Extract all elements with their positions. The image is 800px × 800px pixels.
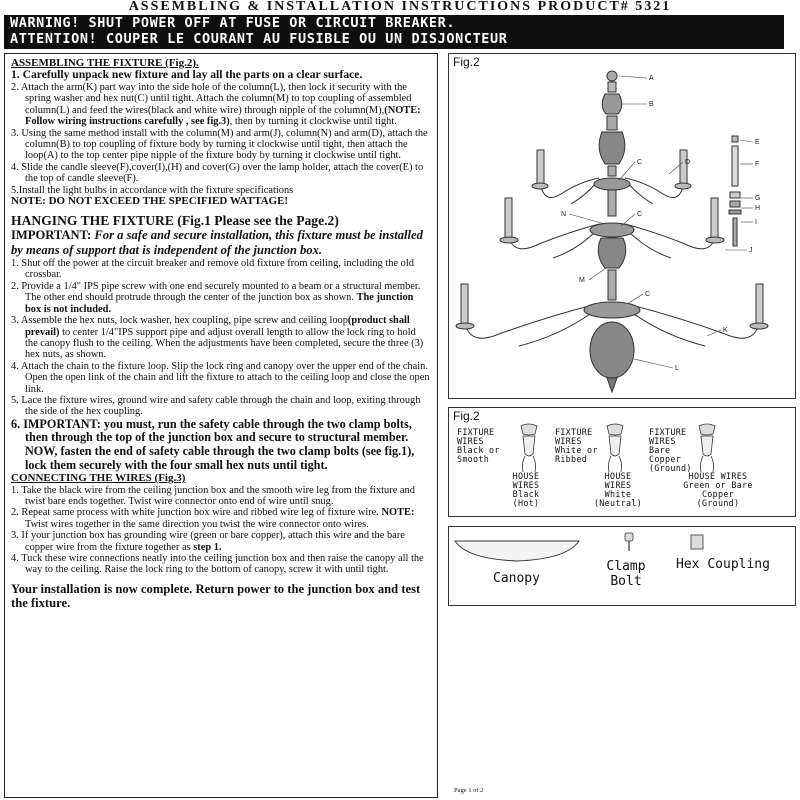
wire-diagram-label: Fig.2 — [453, 409, 480, 423]
part-label-j: J — [749, 247, 753, 254]
hanging-step-2-text: 2. Provide a 1/4" IPS pipe screw with one end securely mounted to a beam or a structural member. The other end should protrude through the center of the junction box as shown. — [11, 280, 421, 304]
assembling-step-1: 1. Carefully unpack new fixture and lay all the parts on a clear surface. — [11, 68, 363, 82]
fixture-wires-white: FIXTURE WIRES White or Ribbed — [555, 427, 598, 464]
warning-english: WARNING! SHUT POWER OFF AT FUSE OR CIRCUIT BREAKER. — [10, 15, 456, 31]
wires-step-2 — [11, 507, 431, 530]
clamp-bolt-label: Clamp Bolt — [606, 559, 646, 589]
wire-connection-diagram — [448, 407, 796, 517]
wires-step-3-text: 3. If your junction box has grounding wire (green or bare copper), attach this wire and the bare copper wire from the fixture together as — [11, 530, 405, 553]
parts-diagram — [448, 526, 796, 606]
instructions-column — [4, 53, 438, 798]
document-title: ASSEMBLING & INSTALLATION INSTRUCTIONS PRODUCT# 5321 — [128, 0, 672, 14]
part-label-c3: C — [645, 291, 651, 298]
hex-coupling-label: Hex Coupling — [676, 557, 770, 572]
hanging-step-2 — [11, 281, 431, 315]
warning-french: ATTENTION! COUPER LE COURANT AU FUSIBLE OU UN DISJONCTEUR — [10, 31, 508, 47]
part-label-h: H — [755, 205, 761, 212]
part-label-a: A — [649, 75, 654, 82]
part-label-c2: C — [637, 211, 643, 218]
page-number: Page 1 of 2 — [454, 787, 484, 794]
warning-banner — [4, 15, 784, 49]
part-label-l: L — [675, 365, 679, 372]
hanging-important — [11, 228, 431, 258]
part-label-d: D — [685, 159, 691, 166]
important-text: For a safe and secure installation, this fixture must be installed by means of support that is independent of the junction box. — [11, 228, 423, 258]
house-wires-white: HOUSE WIRES White (Neutral) — [593, 471, 643, 508]
part-label-g: G — [755, 195, 761, 202]
part-label-k: K — [723, 327, 728, 334]
part-label-m: M — [579, 277, 585, 284]
house-wires-black: HOUSE WIRES Black (Hot) — [512, 471, 540, 508]
house-wires-ground: HOUSE WIRES Green or Bare Copper (Ground) — [683, 471, 753, 508]
hanging-heading: HANGING THE FIXTURE (Fig.1 Please see the Page.2) — [11, 213, 339, 229]
wires-step-4: 4. Tuck these wire connections neatly into the ceiling junction box and then raise the canopy all the way to the ceiling. Raise the lock ring to the bottom of canopy, screw it with until tight. — [11, 552, 424, 576]
fixture-diagram — [448, 53, 796, 399]
assembling-heading: ASSEMBLING THE FIXTURE (Fig.2). — [11, 57, 199, 69]
hanging-step-5: 5. Lace the fixture wires, ground wire and safety cable through the chain and loop, exiting through the side of the hex coupling. — [11, 394, 421, 418]
hanging-step-3 — [11, 315, 431, 361]
hanging-step-6: 6. IMPORTANT: you must, run the safety cable through the two clamp bolts, then through the top of the junction box and secure to structural member. NOW, fasten the end of safety cable through the two clamp bolts (see fig.1), lock them securely with the four small hex nuts until tight. — [11, 416, 415, 472]
wires-step-1: 1. Take the black wire from the ceiling junction box and the smooth wire leg from the fixture and twist bare ends together. Twist wire connector onto end of wire until snug. — [11, 484, 415, 507]
fixture-wires-copper: FIXTURE WIRES Bare Copper (Ground) — [649, 427, 692, 473]
wattage-note: NOTE: DO NOT EXCEED THE SPECIFIED WATTAGE! — [11, 195, 289, 208]
important-label: IMPORTANT: — [11, 228, 92, 243]
assembling-step-2-text: 2. Attach the arm(K) part way into the side hole of the column(L), then lock it security with the spring washer and hex nut(C) until tight. Attach the column(M) to top coupling of assembled column(L) and feed the wires(black and white wire) through nipple of the column(M), — [11, 82, 412, 116]
fixture-diagram-label: Fig.2 — [453, 55, 480, 69]
assembling-step-2 — [11, 82, 431, 128]
canopy-label: Canopy — [493, 571, 540, 586]
assembling-step-5: 5.Install the light bulbs in accordance with the fixture specifications — [11, 184, 294, 196]
hanging-step-3-text: 3. Assemble the hex nuts, lock washer, hex coupling, pipe screw and ceiling loop — [11, 315, 348, 327]
assembling-step-3: 3. Using the same method install with the column(M) and arm(J), column(N) and arm(D), attach the column(B) to top coupling of fixture body by turning it clockwise until tight, then attach the loop(A) to the top center pipe nipple of the fixture body by turning it clockwise until tight. — [11, 127, 428, 162]
fixture-wires-black: FIXTURE WIRES Black or Smooth — [457, 427, 500, 464]
part-label-e: E — [755, 139, 760, 146]
part-label-f: F — [755, 161, 760, 168]
wires-step-3 — [11, 530, 431, 553]
chandelier-drawing — [449, 54, 797, 400]
wires-step-2-text: 2. Repeat same process with white junction box wire and ribbed wire leg of fixture wire. — [11, 507, 379, 519]
assembling-step-2-end: , then by turning it clockwise until tight. — [229, 116, 397, 128]
completion-note: Your installation is now complete. Return power to the junction box and test the fixture. — [11, 581, 421, 611]
assembling-step-2-note: (NOTE: Follow wiring instructions carefully , see fig.3) — [25, 104, 421, 128]
wires-step-2-note: NOTE: — [381, 507, 415, 519]
hanging-step-1: 1. Shut off the power at the circuit breaker and remove old fixture from ceiling, including the old crossbar. — [11, 258, 414, 281]
wires-step-2-end: Twist wires together in the same direction you twist the wire connector onto wires. — [25, 518, 369, 530]
hanging-step-4: 4. Attach the chain to the fixture loop. Slip the lock ring and canopy over the upper end of the chain. Open the open link of the chain and lift the fixture to attach to the ceiling loop and close the open link. — [11, 360, 430, 395]
part-label-c1: C — [637, 159, 643, 166]
part-label-i: I — [755, 219, 757, 226]
hanging-step-2-bold: The junction box is not included. — [25, 292, 414, 315]
wires-step-3-bold: step 1. — [193, 541, 222, 553]
part-label-n: N — [561, 211, 567, 218]
hanging-step-3-bold: (product shall prevail) — [25, 315, 410, 338]
hanging-step-3-end: to center 1/4"IPS support pipe and adjust overall length to allow the lock ring to hold the canopy flush to the ceiling. When the adjustments have been completed, secure the three (3) hex nuts, as shown. — [25, 326, 424, 361]
assembling-step-4: 4. Slide the candle sleeve(F),cover(I),(H) and cover(G) over the lamp holder, attach the cover(E) to the top of candle sleeve(F). — [11, 161, 424, 185]
wires-heading: CONNECTING THE WIRES (Fig.3) — [11, 472, 186, 485]
part-label-b: B — [649, 101, 654, 108]
